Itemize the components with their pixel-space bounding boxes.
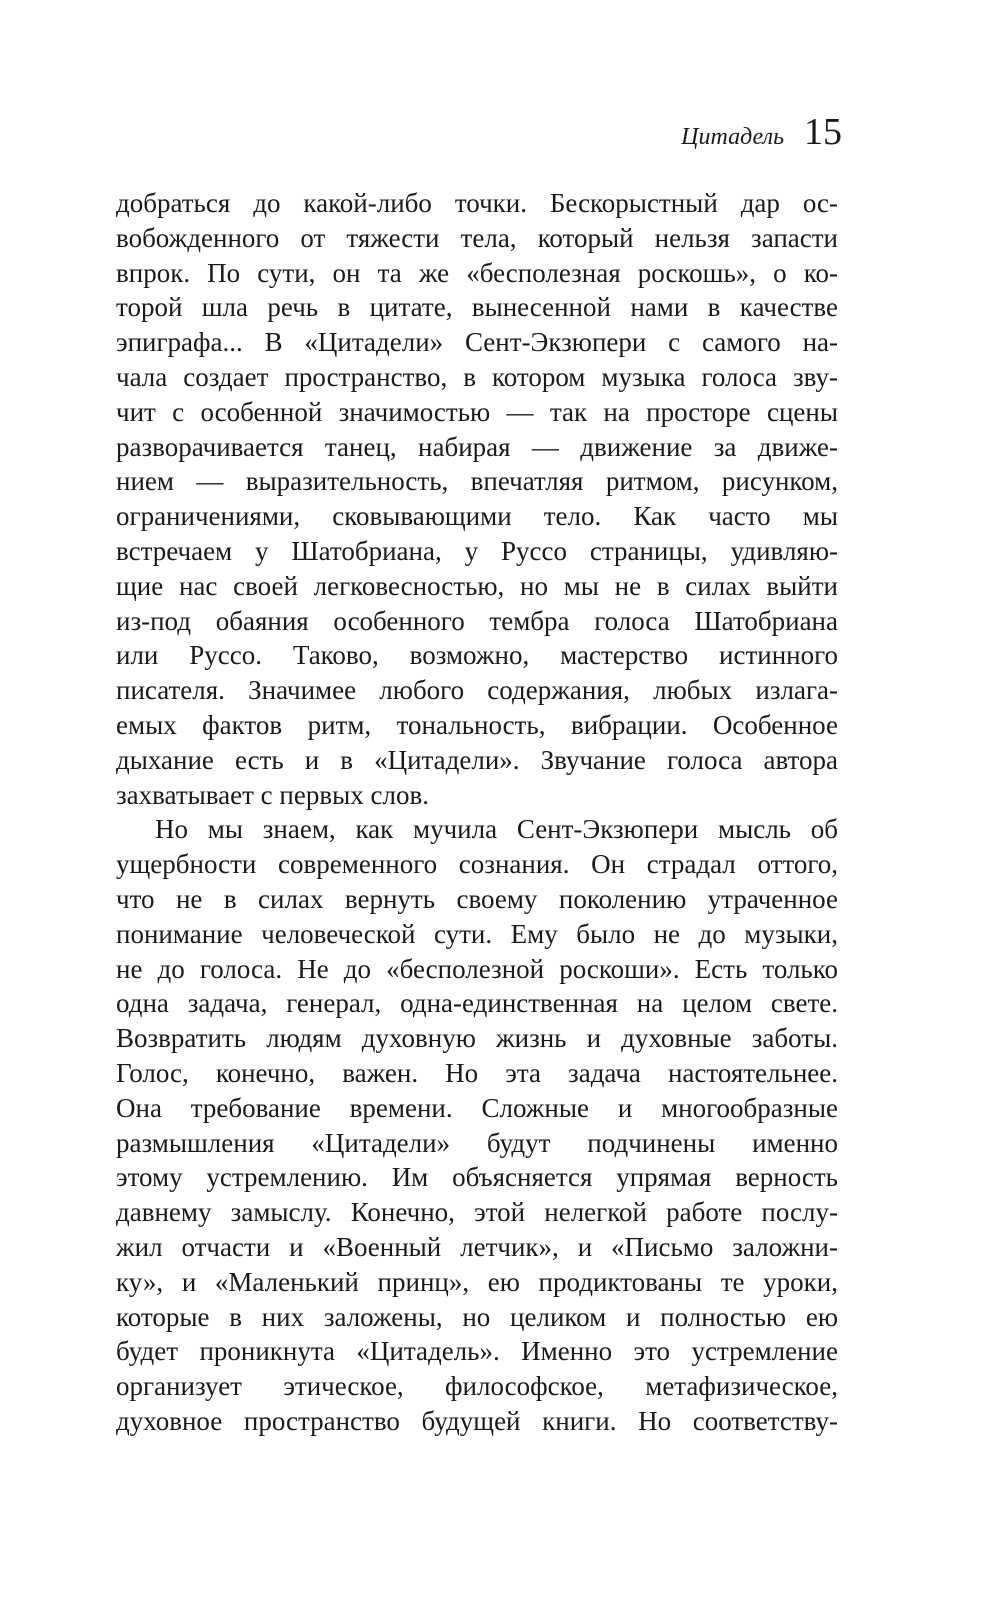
text-line: чит с особенной значимостью — так на просторе сцены (116, 396, 838, 427)
text-line: что не в силах вернуть своему поколению утраченное (116, 883, 838, 914)
paragraph-2 (116, 812, 838, 1438)
text-line: Голос, конечно, важен. Но эта задача настоятельнее. (116, 1057, 838, 1088)
text-line: понимание человеческой сути. Ему было не до музыки, (116, 918, 838, 949)
text-line: захватывает с первых слов. (116, 779, 429, 810)
body-text (116, 186, 838, 1439)
text-line: чала создает пространство, в котором музыка голоса зву- (116, 361, 838, 392)
text-line: встречаем у Шатобриана, у Руссо страницы, удивляю- (116, 535, 838, 566)
page-header (681, 110, 842, 154)
text-line: из-под обаяния особенного тембра голоса Шатобриана (116, 605, 838, 636)
running-title: Цитадель (681, 124, 784, 150)
text-line: размышления «Цитадели» будут подчинены именно (116, 1127, 838, 1158)
paragraph-1 (116, 186, 838, 812)
text-line: Возвратить людям духовную жизнь и духовные заботы. (116, 1023, 838, 1054)
text-line: емых фактов ритм, тональность, вибрации. Особенное (116, 709, 838, 740)
text-line: ограничениями, сковывающими тело. Как часто мы (116, 501, 838, 532)
text-line: добраться до какой-либо точки. Бескорыстный дар ос- (116, 188, 838, 218)
text-line: Но мы знаем, как мучила Сент-Экзюпери мысль об (155, 814, 838, 845)
text-line: вобожденного от тяжести тела, который нельзя запасти (116, 222, 838, 253)
text-line: или Руссо. Таково, возможно, мастерство истинного (116, 640, 838, 671)
text-line: ку», и «Маленький принц», ею продиктованы те уроки, (116, 1266, 838, 1297)
text-line: будет проникнута «Цитадель». Именно это устремление (116, 1336, 838, 1367)
text-line: Она требование времени. Сложные и многообразные (116, 1092, 838, 1123)
text-line: давнему замыслу. Конечно, этой нелегкой работе послу- (116, 1197, 838, 1228)
page-number: 15 (804, 111, 842, 153)
text-line: эпиграфа... В «Цитадели» Сент-Экзюпери с самого на- (116, 327, 838, 358)
text-line: одна задача, генерал, одна-единственная на целом свете. (116, 988, 838, 1019)
text-line: щие нас своей легковесностью, но мы не в силах выйти (116, 570, 838, 601)
text-line: не до голоса. Не до «бесполезной роскоши». Есть только (116, 953, 838, 984)
text-line: разворачивается танец, набирая — движение за движе- (116, 431, 838, 462)
text-line: которые в них заложены, но целиком и полностью ею (116, 1301, 838, 1332)
text-line: дыхание есть и в «Цитадели». Звучание голоса автора (116, 744, 838, 775)
text-line: духовное пространство будущей книги. Но соответству- (116, 1405, 838, 1436)
text-line: впрок. По сути, он та же «бесполезная роскошь», о ко- (116, 257, 838, 288)
text-line: торой шла речь в цитате, вынесенной нами в качестве (116, 292, 838, 323)
text-line: этому устремлению. Им объясняется упрямая верность (116, 1162, 838, 1193)
text-line: жил отчасти и «Военный летчик», и «Письмо заложни- (116, 1231, 838, 1262)
text-line: ущербности современного сознания. Он страдал оттого, (116, 849, 838, 880)
text-line: организует этическое, философское, метафизическое, (116, 1371, 838, 1402)
text-line: нием — выразительность, впечатляя ритмом, рисунком, (116, 466, 838, 497)
text-line: писателя. Значимее любого содержания, любых излага- (116, 675, 838, 706)
